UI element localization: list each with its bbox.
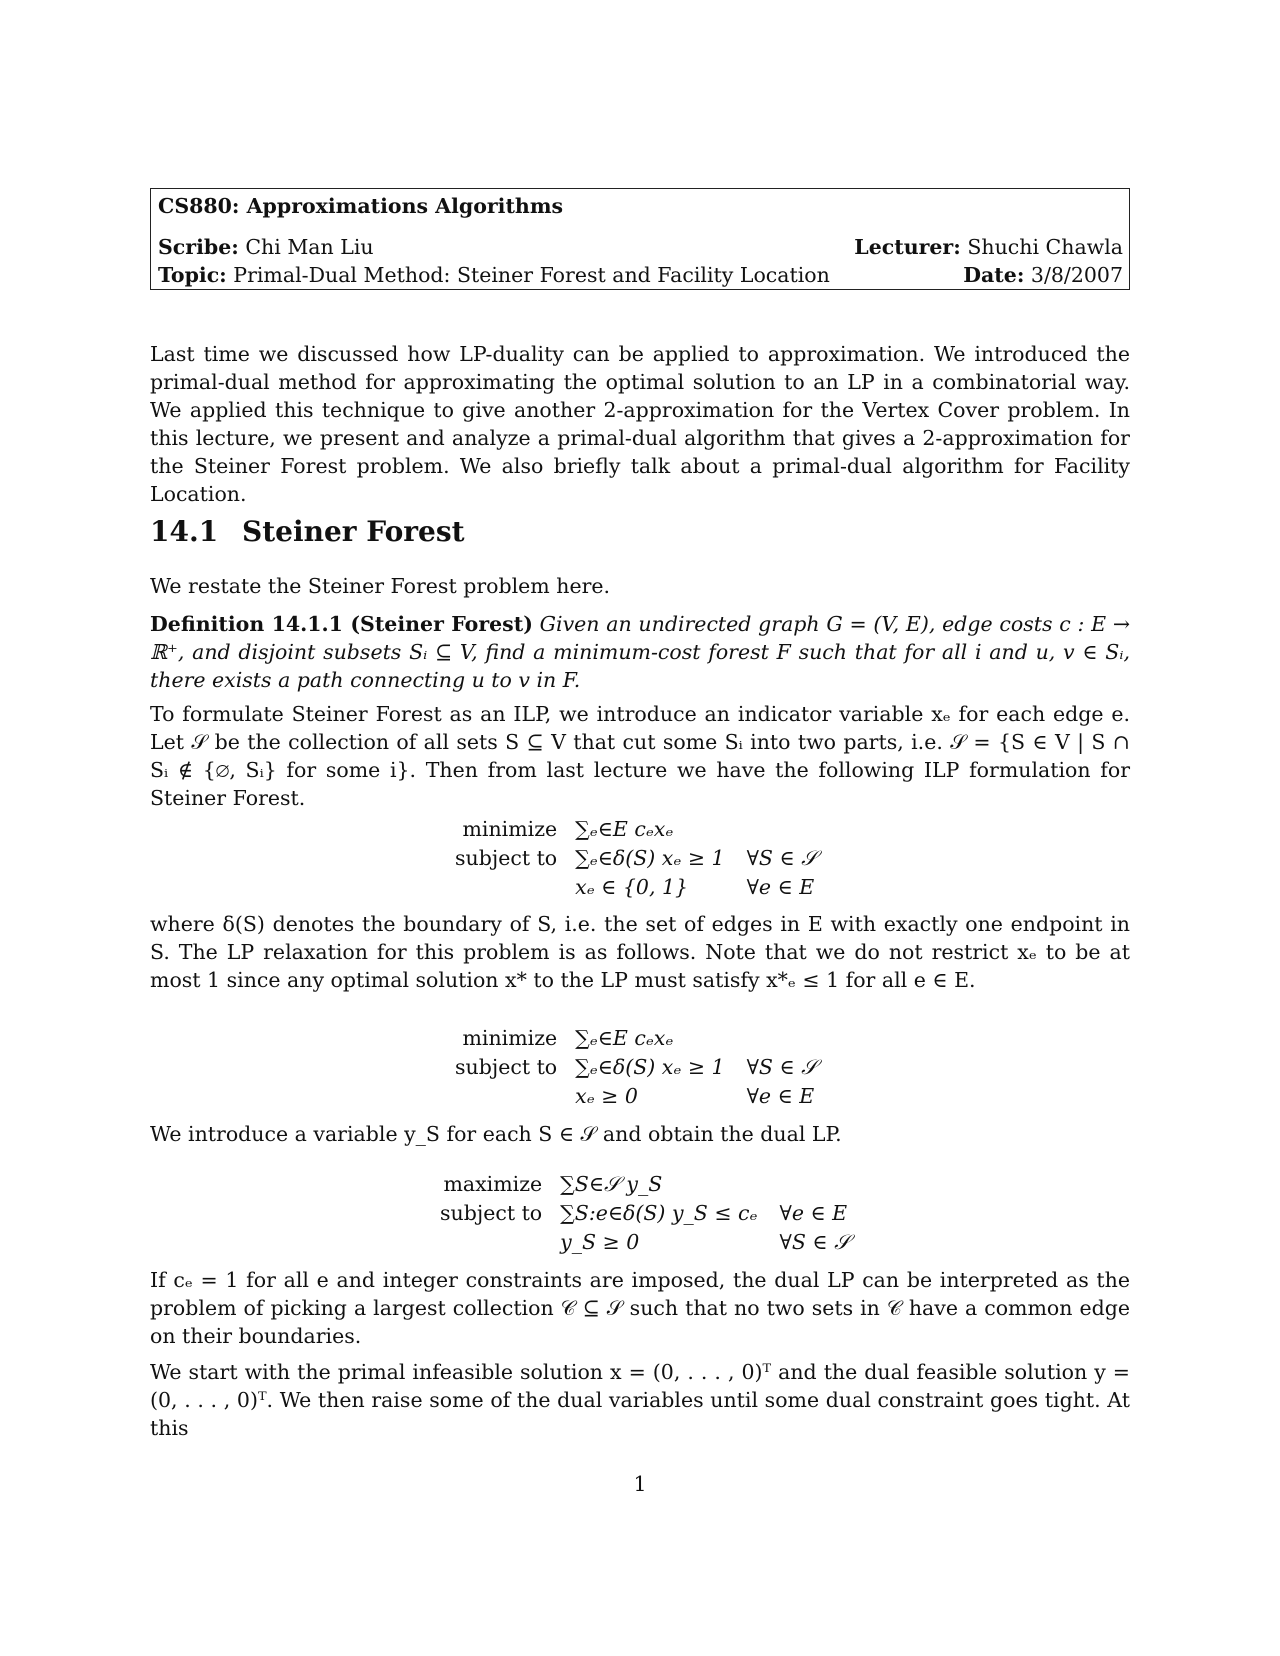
lp-expr-3: xₑ ≥ 0	[575, 1084, 638, 1108]
lp-expr-2: ∑ₑ∈δ(S) xₑ ≥ 1	[575, 1055, 725, 1079]
course-title: CS880: Approximations Algorithms	[158, 194, 564, 218]
restate-paragraph: We restate the Steiner Forest problem here.	[150, 574, 611, 598]
definition-label: Definition 14.1.1 (Steiner Forest)	[150, 612, 533, 636]
section-heading	[150, 515, 465, 548]
lecture-header-box	[150, 188, 1130, 290]
definition-block	[150, 610, 1130, 694]
dual-cond-3: ∀S ∈ 𝒮	[779, 1230, 850, 1254]
definition-text: Given an undirected graph G = (V, E), edge costs c : E → ℝ⁺, and disjoint subsets Sᵢ ⊆ V, find a minimum-cost forest F such that for all i and u, v ∈ Sᵢ, there exists a path connecting u to v in F.	[150, 612, 1130, 692]
scribe-label: Scribe:	[158, 235, 239, 259]
lp-relaxation	[455, 1024, 817, 1111]
lp-cond-2: ∀S ∈ 𝒮	[746, 1055, 818, 1079]
dual-cond-1	[775, 1170, 850, 1199]
dual-cond-2: ∀e ∈ E	[779, 1201, 848, 1225]
dual-expr-3: y_S ≥ 0	[560, 1230, 640, 1254]
dual-keyword-2: subject to	[440, 1201, 543, 1225]
ilp-cond-1	[743, 815, 818, 844]
ilp-expr-2: ∑ₑ∈δ(S) xₑ ≥ 1	[575, 846, 725, 870]
ilp-expr-1: ∑ₑ∈E cₑxₑ	[575, 817, 674, 841]
ilp-cond-3: ∀e ∈ E	[746, 875, 815, 899]
ilp-formulation	[455, 815, 817, 902]
section-title: Steiner Forest	[242, 515, 465, 548]
scribe-name: Chi Man Liu	[245, 235, 374, 259]
date-value: 3/8/2007	[1030, 263, 1123, 287]
dual-keyword-3	[440, 1228, 542, 1257]
date-label: Date:	[963, 263, 1025, 287]
lp-keyword-3	[455, 1082, 557, 1111]
ilp-expr-3: xₑ ∈ {0, 1}	[575, 875, 689, 899]
interpretation-paragraph: If cₑ = 1 for all e and integer constraints are imposed, the dual LP can be interpreted as the problem of picking a largest collection 𝒞 ⊆ 𝒮 such that no two sets in 𝒞 have a common edge on their boundaries.	[150, 1268, 1130, 1348]
ilp-keyword-1: minimize	[462, 817, 558, 841]
dual-lp	[440, 1170, 850, 1257]
ilp-cond-2: ∀S ∈ 𝒮	[746, 846, 818, 870]
lp-keyword-2: subject to	[455, 1055, 558, 1079]
header-row-scribe	[158, 233, 1123, 261]
lp-cond-1	[743, 1024, 818, 1053]
topic-text: Primal-Dual Method: Steiner Forest and Facility Location	[233, 263, 830, 287]
dual-expr-1: ∑S∈𝒮 y_S	[560, 1172, 663, 1196]
dual-expr-2: ∑S:e∈δ(S) y_S ≤ cₑ	[560, 1201, 758, 1225]
relaxation-paragraph: where δ(S) denotes the boundary of S, i.e. the set of edges in E with exactly one endpoint in S. The LP relaxation for this problem is as follows. Note that we do not restrict xₑ to be at most 1 since any optimal solution x* to the LP must satisfy x*ₑ ≤ 1 for all e ∈ E.	[150, 912, 1130, 992]
ilp-keyword-3	[455, 873, 557, 902]
dual-intro-paragraph: We introduce a variable y_S for each S ∈ 𝒮 and obtain the dual LP.	[150, 1122, 842, 1146]
intro-paragraph: Last time we discussed how LP-duality can be applied to approximation. We introduced the primal-dual method for approximating the optimal solution to an LP in a combinatorial way. We applied this technique to give another 2-approximation for the Vertex Cover problem. In this lecture, we present and analyze a primal-dual algorithm that gives a 2-approximation for the Steiner Forest problem. We also briefly talk about a primal-dual algorithm for Facility Location.	[150, 342, 1130, 506]
lp-expr-1: ∑ₑ∈E cₑxₑ	[575, 1026, 674, 1050]
ilp-keyword-2: subject to	[455, 846, 558, 870]
lecturer-label: Lecturer:	[854, 235, 961, 259]
page-number: 1	[633, 1472, 647, 1496]
ilp-paragraph: To formulate Steiner Forest as an ILP, we introduce an indicator variable xₑ for each edge e. Let 𝒮 be the collection of all sets S ⊆ V that cut some Sᵢ into two parts, i.e. 𝒮 = {S ∈ V | S ∩ Sᵢ ∉ {∅, Sᵢ} for some i}. Then from last lecture we have the following ILP formulation for Steiner Forest.	[150, 702, 1130, 810]
lp-keyword-1: minimize	[462, 1026, 558, 1050]
start-paragraph: We start with the primal infeasible solution x = (0, . . . , 0)ᵀ and the dual feasible solution y = (0, . . . , 0)ᵀ. We then raise some of the dual variables until some dual constraint goes tight. At this	[150, 1360, 1130, 1440]
lecturer-name: Shuchi Chawla	[967, 235, 1123, 259]
topic-label: Topic:	[158, 263, 227, 287]
section-number: 14.1	[150, 515, 219, 548]
lp-cond-3: ∀e ∈ E	[746, 1084, 815, 1108]
dual-keyword-1: maximize	[443, 1172, 543, 1196]
header-row-topic	[158, 261, 1123, 289]
